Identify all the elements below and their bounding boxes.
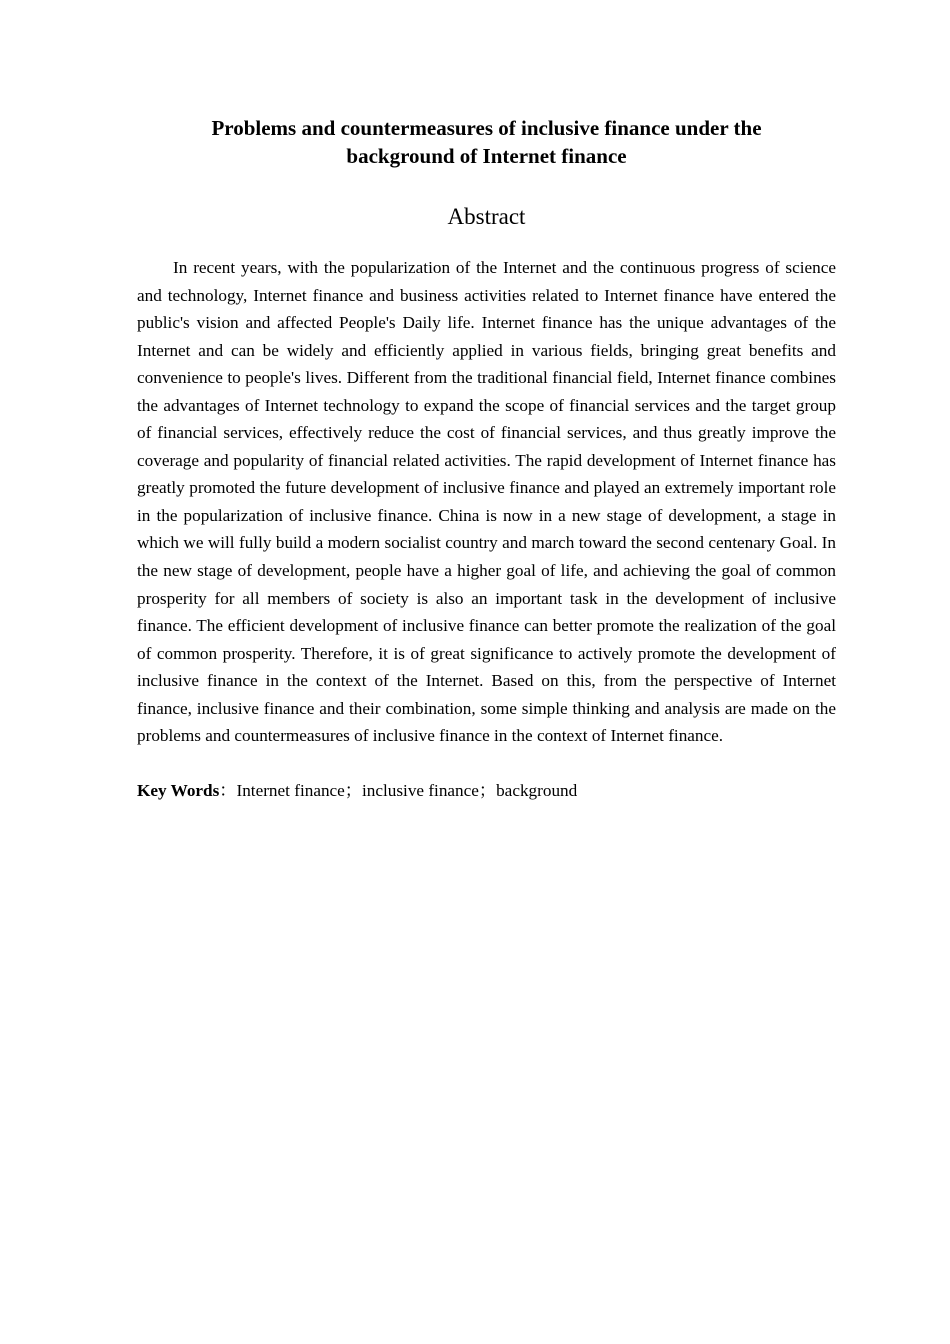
keywords-label: Key Words — [137, 780, 220, 800]
document-page — [137, 114, 836, 804]
abstract-paragraph: In recent years, with the popularization of the Internet and the continuous progress of science and technology, Internet finance and business activities related to Internet finance have entered the public's vision and affected People's Daily life. Internet finance has the unique advantages of the Internet and can be widely and efficiently applied in various fields, bringing great benefits and convenience to people's lives. Different from the traditional financial field, Internet finance combines the advantages of Internet technology to expand the scope of financial services and the target group of financial services, effectively reduce the cost of financial services, and thus greatly improve the coverage and popularity of financial related activities. The rapid development of Internet finance has greatly promoted the future development of inclusive finance and played an extremely important role in the popularization of inclusive finance. China is now in a new stage of development, a stage in which we will fully build a modern socialist country and march toward the second centenary Goal. In the new stage of development, people have a higher goal of life, and achieving the goal of common prosperity for all members of society is also an important task in the development of inclusive finance. The efficient development of inclusive finance can better promote the realization of the goal of common prosperity. Therefore, it is of great significance to actively promote the development of inclusive finance in the context of the Internet. Based on this, from the perspective of Internet finance, inclusive finance and their combination, some simple thinking and analysis are made on the problems and countermeasures of inclusive finance in the context of Internet finance. — [137, 258, 836, 746]
paper-title: Problems and countermeasures of inclusive finance under the background of Internet finance — [211, 116, 762, 168]
abstract-heading: Abstract — [447, 204, 526, 229]
keywords-line — [137, 777, 836, 805]
keywords-list: ：Internet finance；inclusive finance；background — [219, 780, 578, 800]
